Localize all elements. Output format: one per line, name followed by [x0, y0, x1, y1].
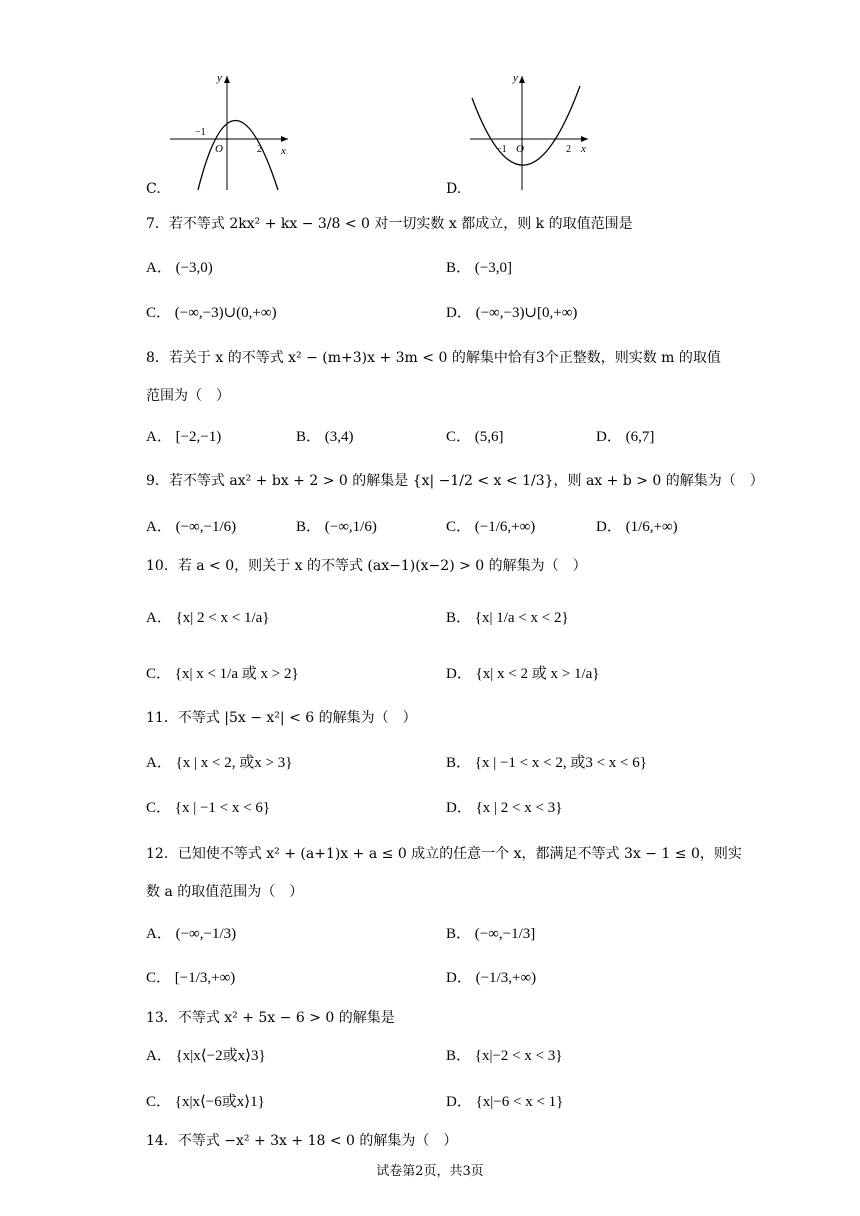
option-label-c: C.: [146, 181, 161, 197]
q9-option-a: A． (−∞,−1/6): [146, 519, 237, 535]
origin-label: O: [215, 143, 223, 155]
question-7-stem: 7．若不等式 2kx² + kx − 3/8 < 0 对一切实数 x 都成立，则 k 的取值范围是: [146, 216, 633, 232]
q13-option-c: C． {x|x⟨−6或x⟩1}: [146, 1094, 265, 1110]
q12-option-d: D． (−1/3,+∞): [446, 970, 537, 986]
x-axis-label: x: [281, 145, 286, 157]
origin-label: O: [516, 143, 524, 155]
question-12-stem-line2: 数 a 的取值范围为（ ）: [146, 884, 304, 900]
q11-option-d: D． {x | 2 < x < 3}: [446, 800, 563, 816]
q10-option-a: A． {x| 2 < x < 1/a}: [146, 610, 270, 626]
q10-option-b: B． {x| 1/a < x < 2}: [446, 610, 569, 626]
q7-option-c: C． (−∞,−3)∪(0,+∞): [146, 305, 277, 321]
q9-option-c: C． (−1/6,+∞): [446, 519, 536, 535]
q9-option-d: D． (1/6,+∞): [596, 519, 678, 535]
q12-option-c: C． [−1/3,+∞): [146, 970, 236, 986]
y-axis-label: y: [217, 72, 222, 84]
q12-option-a: A． (−∞,−1/3): [146, 926, 237, 942]
q11-option-a: A． {x | x < 2, 或x > 3}: [146, 755, 293, 771]
graph-d: [460, 68, 600, 193]
q8-option-d: D． (6,7]: [596, 429, 655, 445]
q13-option-a: A． {x|x⟨−2或x⟩3}: [146, 1048, 266, 1064]
tick-pos-label: 2: [257, 144, 262, 155]
q7-option-b: B． (−3,0]: [446, 260, 512, 276]
q8-option-b: B． (3,4): [296, 429, 354, 445]
graph-c: [160, 68, 300, 193]
q7-option-d: D． (−∞,−3)∪[0,+∞): [446, 305, 578, 321]
tick-neg-label: −1: [195, 127, 206, 138]
y-axis-label: y: [513, 72, 518, 84]
q8-option-a: A． [−2,−1): [146, 429, 222, 445]
question-13-stem: 13．不等式 x² + 5x − 6 > 0 的解集是: [146, 1010, 395, 1026]
question-9-stem: 9．若不等式 ax² + bx + 2 > 0 的解集是 {x| −1/2 < x < 1/3}，则 ax + b > 0 的解集为（ ）: [146, 473, 764, 489]
tick-neg-label: −1: [496, 144, 507, 155]
q10-option-c: C． {x| x < 1/a 或 x > 2}: [146, 666, 299, 682]
page-footer: 试卷第2页，共3页: [376, 1164, 484, 1179]
question-11-stem: 11．不等式 |5x − x²| < 6 的解集为（ ）: [146, 710, 417, 726]
q13-option-d: D． {x|−6 < x < 1}: [446, 1094, 564, 1110]
question-8-stem-line2: 范围为（ ）: [146, 388, 230, 404]
q8-option-c: C． (5,6]: [446, 429, 504, 445]
q7-option-a: A． (−3,0): [146, 260, 213, 276]
x-axis-label: x: [581, 143, 586, 155]
q11-option-c: C． {x | −1 < x < 6}: [146, 800, 271, 816]
question-14-stem: 14．不等式 −x² + 3x + 18 < 0 的解集为（ ）: [146, 1133, 458, 1149]
q12-option-b: B． (−∞,−1/3]: [446, 926, 536, 942]
q9-option-b: B． (−∞,1/6): [296, 519, 377, 535]
question-12-stem: 12．已知使不等式 x² + (a+1)x + a ≤ 0 成立的任意一个 x，都满足不等式 3x − 1 ≤ 0，则实: [146, 846, 742, 862]
q13-option-b: B． {x|−2 < x < 3}: [446, 1048, 563, 1064]
q10-option-d: D． {x| x < 2 或 x > 1/a}: [446, 666, 600, 682]
q11-option-b: B． {x | −1 < x < 2, 或3 < x < 6}: [446, 755, 647, 771]
question-8-stem: 8．若关于 x 的不等式 x² − (m+3)x + 3m < 0 的解集中恰有3个正整数，则实数 m 的取值: [146, 350, 721, 366]
option-label-d: D.: [446, 181, 462, 197]
question-10-stem: 10．若 a < 0，则关于 x 的不等式 (ax−1)(x−2) > 0 的解集为（ ）: [146, 558, 587, 574]
tick-pos-label: 2: [566, 144, 571, 155]
